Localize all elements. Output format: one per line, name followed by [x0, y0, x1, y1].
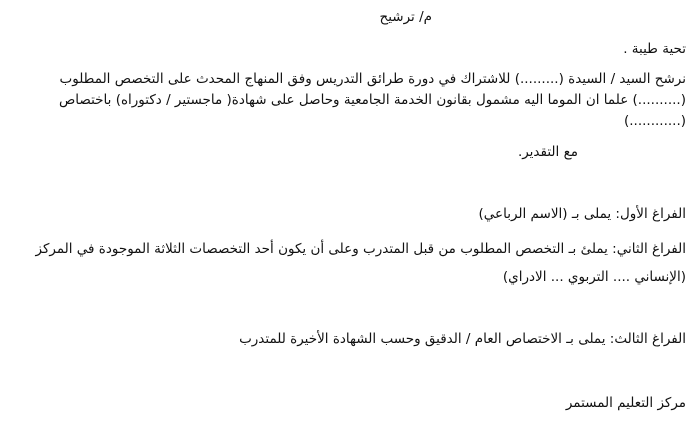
letter-signature: مركز التعليم المستمر — [565, 395, 686, 411]
field-note-second-options: (الإنساني .... التربوي ... الادراي) — [502, 269, 686, 285]
paragraph-line-3: (............) — [623, 113, 686, 129]
letter-greeting: تحية طيبة . — [623, 41, 686, 57]
paragraph-line-2: (..........) علما ان الموما اليه مشمول بقانون الخدمة الجامعية وحاصل على شهادة( ماجستير / دكتوراه) باختصاص — [58, 92, 686, 108]
field-note-first: الفراغ الأول: يملى بـ (الاسم الرباعي) — [478, 206, 686, 222]
letter-subject: م/ ترشيح — [379, 9, 432, 25]
letter-closing: مع التقدير. — [517, 144, 578, 160]
field-note-second: الفراغ الثاني: يملئ بـ التخصص المطلوب من قبل المتدرب وعلى أن يكون أحد التخصصات الثلاثة الموجودة في المركز — [35, 241, 686, 257]
field-note-third: الفراغ الثالث: يملى بـ الاختصاص العام / الدقيق وحسب الشهادة الأخيرة للمتدرب — [239, 331, 686, 347]
paragraph-line-1: نرشح السيد / السيدة (.........) للاشتراك في دورة طرائق التدريس وفق المنهاج المحدث على التخصص المطلوب — [59, 71, 686, 87]
